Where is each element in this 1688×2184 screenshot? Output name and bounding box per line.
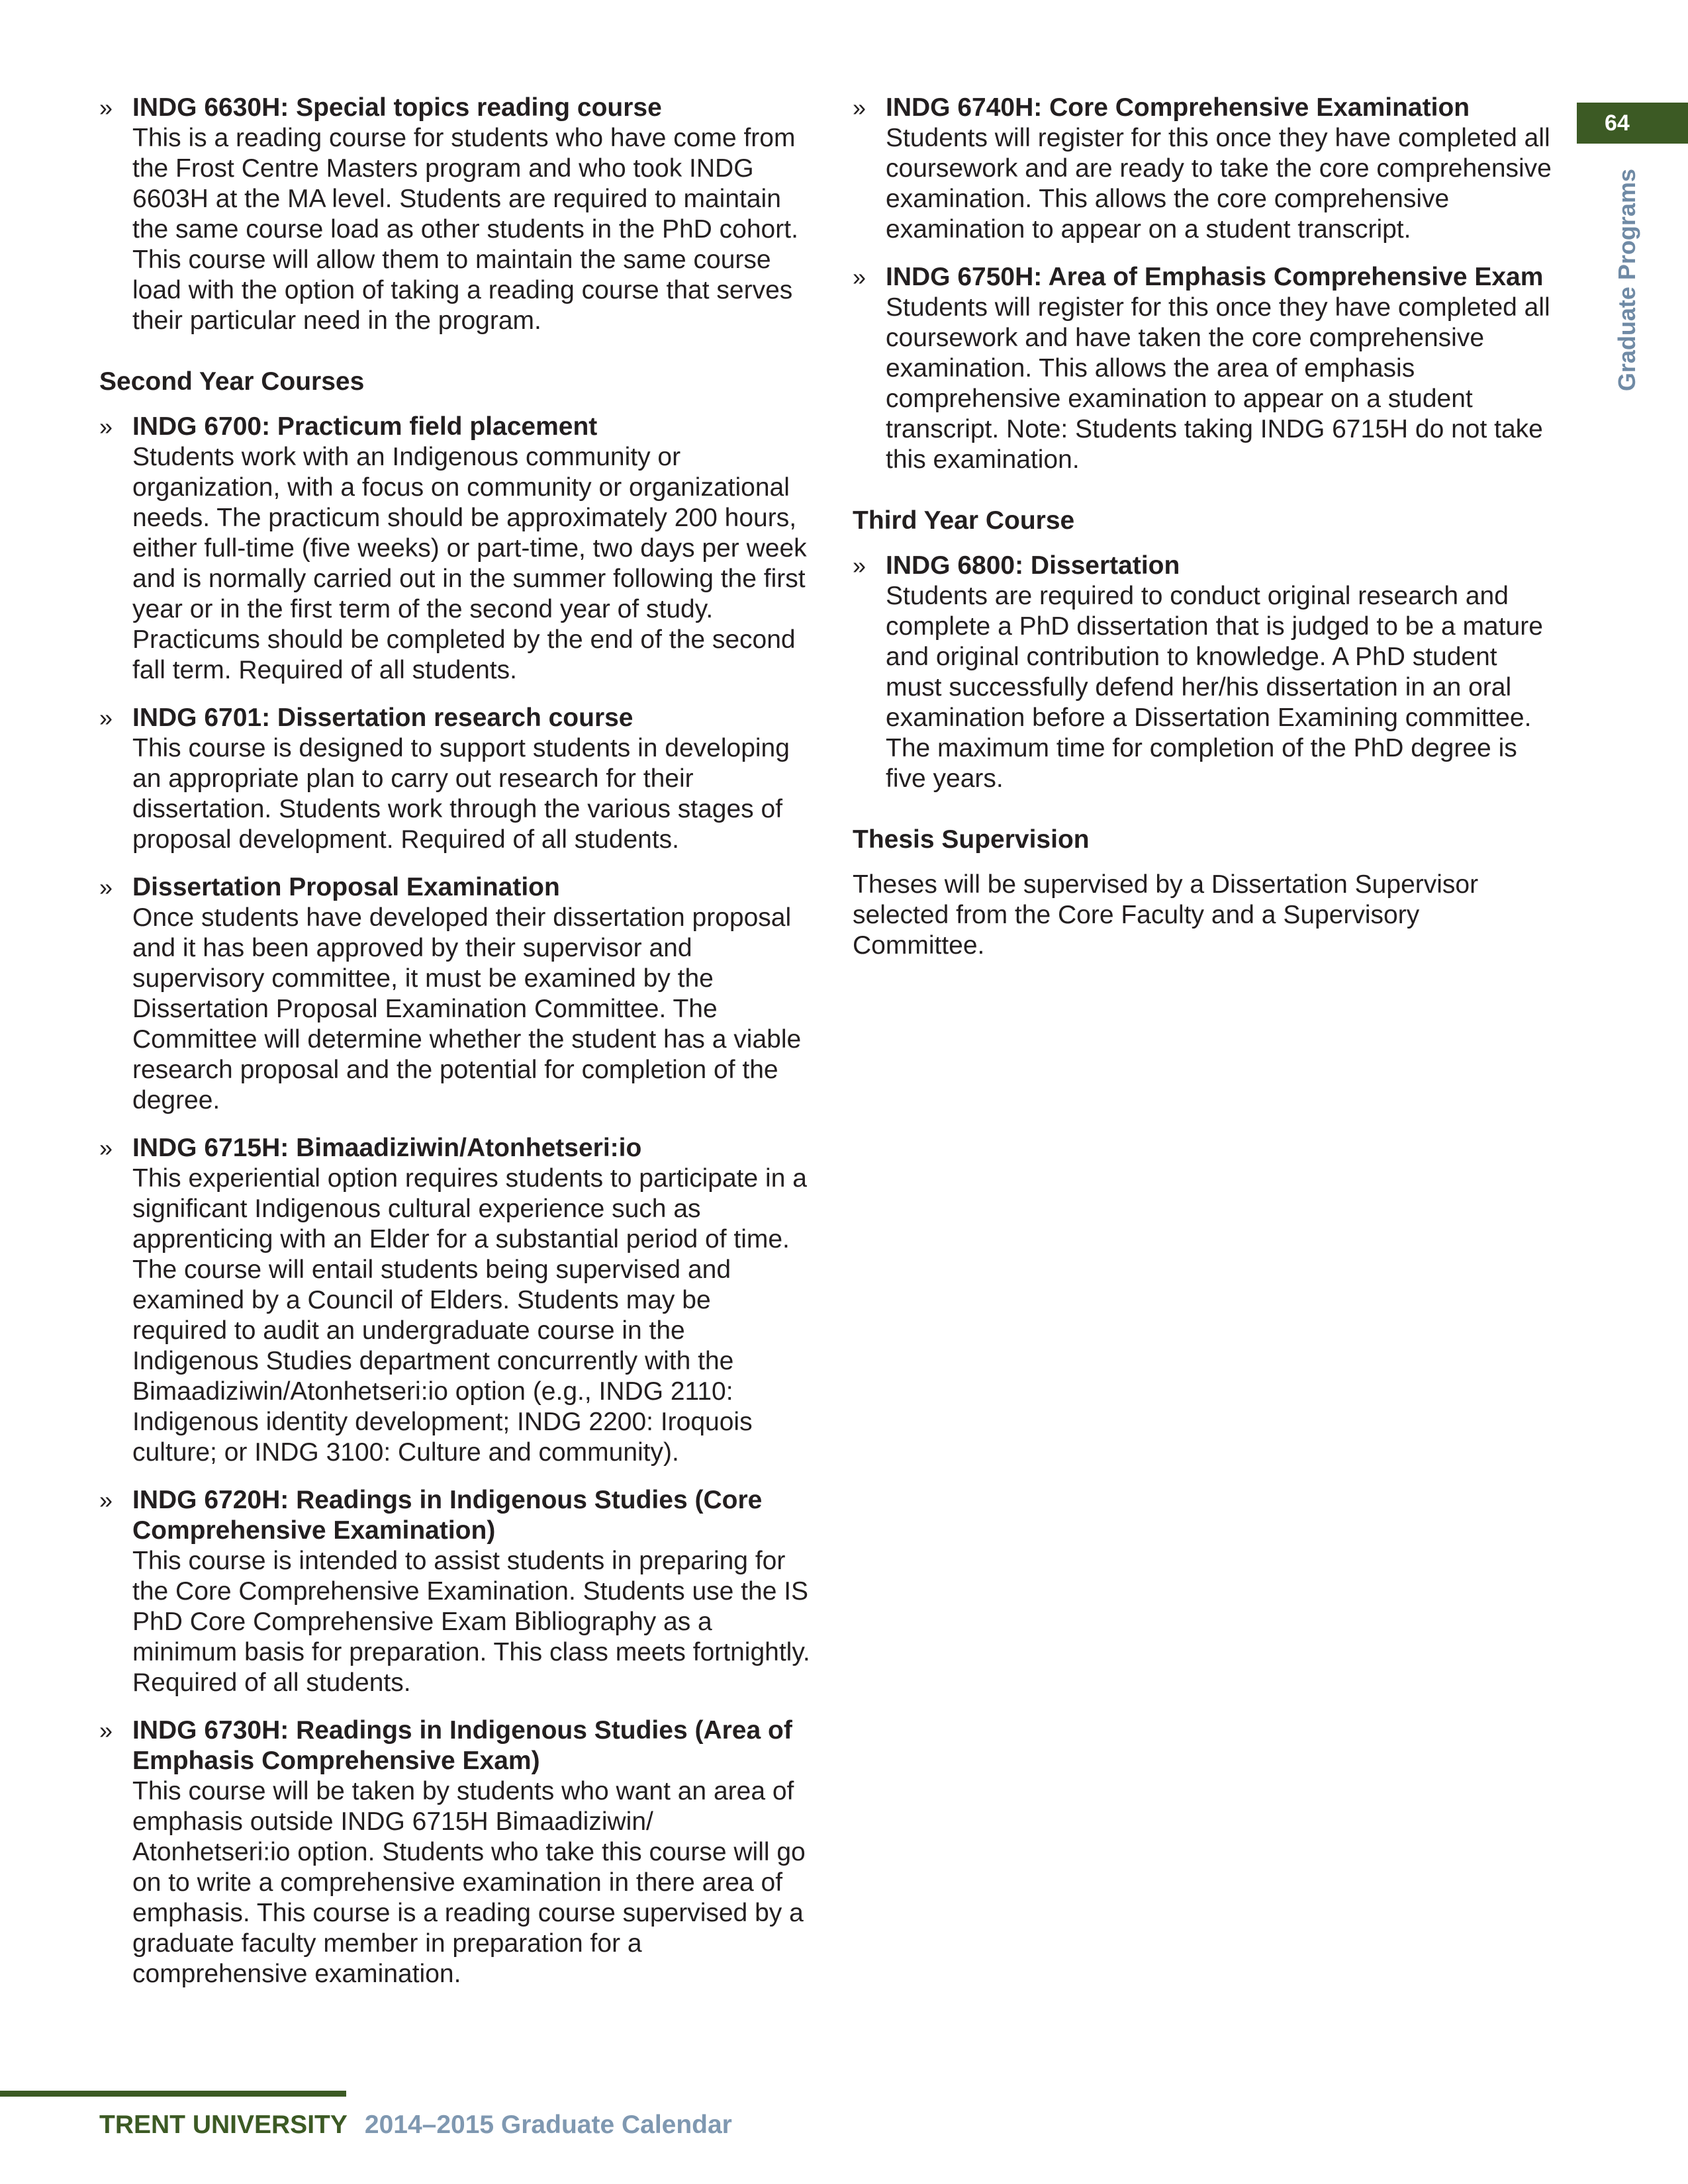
footer-rule — [0, 2091, 346, 2097]
course-description: Once students have developed their dissertation proposal and it has been approved by their supervisor and supervisory committee, it must be examined by the Dissertation Proposal Examination Committee. The Committee will determine whether the student has a viable research proposal and the potential for completion of the degree. — [132, 903, 802, 1115]
bullet-marker: » — [853, 552, 867, 579]
course-description: This experiential option requires students to participate in a significant Indigenous cultural experience such as apprenticing with an Elder for a substantial period of time. The course will entail students being supervised and examined by a Council of Elders. Students may be required to audit an undergraduate course in the Indigenous Studies department concurrently with the Bimaadiziwin/Atonhetseri:io option (e.g., INDG 2110: Indigenous identity development; INDG 2200: Iroquois culture; or INDG 3100: Culture and community). — [132, 1164, 807, 1467]
left-column — [99, 93, 811, 2007]
course-item-indg-6630h — [99, 93, 811, 336]
bullet-marker: » — [99, 704, 113, 731]
course-item-indg-6701 — [99, 703, 811, 855]
course-title: Dissertation Proposal Examination — [132, 873, 560, 901]
course-description: This course will be taken by students who want an area of emphasis outside INDG 6715H Bimaadiziwin/ Atonhetseri:io option. Students who take this course will go on to write a comprehensive examination in there area of emphasis. This course is a reading course supervised by a graduate faculty member in preparation for a comprehensive examination. — [132, 1777, 806, 1988]
bullet-marker: » — [99, 413, 113, 440]
course-title: INDG 6701: Dissertation research course — [132, 704, 633, 732]
footer — [99, 2110, 732, 2140]
course-title: INDG 6740H: Core Comprehensive Examination — [886, 93, 1470, 122]
bullet-marker: » — [99, 874, 113, 901]
course-title: INDG 6750H: Area of Emphasis Comprehensive Exam — [886, 263, 1544, 291]
course-description: Students will register for this once they have completed all coursework and are ready to take the core comprehensive examination. This allows the core comprehensive examination to appear on a student transcript. — [886, 124, 1552, 244]
course-title: INDG 6700: Practicum field placement — [132, 412, 598, 441]
bullet-marker: » — [99, 94, 113, 121]
course-description: This is a reading course for students who have come from the Frost Centre Masters program and who took INDG 6603H at the MA level. Students are required to maintain the same course load as other students in the PhD cohort. This course will allow them to maintain the same course load with the option of taking a reading course that serves their particular need in the program. — [132, 124, 798, 335]
course-item-indg-6730h — [99, 1715, 811, 1989]
course-item-indg-6740h — [853, 93, 1558, 245]
course-description: Students work with an Indigenous community or organization, with a focus on community or organizational needs. The practicum should be approximately 200 hours, either full-time (five weeks) or part-time, two days per week and is normally carried out in the summer following the first year or in the first term of the second year of study. Practicums should be completed by the end of the second fall term. Required of all students. — [132, 443, 807, 684]
course-item-indg-6800 — [853, 551, 1558, 794]
course-title: INDG 6800: Dissertation — [886, 551, 1180, 580]
course-title: INDG 6730H: Readings in Indigenous Studies (Area of Emphasis Comprehensive Exam) — [132, 1716, 792, 1775]
bullet-marker: » — [99, 1717, 113, 1744]
course-item-dissertation-proposal — [99, 872, 811, 1116]
section-heading-thesis-supervision: Thesis Supervision — [853, 825, 1090, 854]
bullet-marker: » — [853, 94, 867, 121]
page-number-tab — [1577, 103, 1688, 144]
thesis-supervision-text: Theses will be supervised by a Dissertation Supervisor selected from the Core Faculty and a Supervisory Committee. — [853, 870, 1479, 960]
course-item-indg-6700 — [99, 412, 811, 686]
course-title: INDG 6720H: Readings in Indigenous Studies (Core Comprehensive Examination) — [132, 1486, 763, 1545]
bullet-marker: » — [99, 1134, 113, 1161]
course-description: This course is intended to assist students in preparing for the Core Comprehensive Examination. Students use the IS PhD Core Comprehensive Exam Bibliography as a minimum basis for preparation. This class meets fortnightly. Required of all students. — [132, 1547, 810, 1697]
right-column — [853, 93, 1558, 961]
course-item-indg-6750h — [853, 262, 1558, 475]
course-title: INDG 6715H: Bimaadiziwin/Atonhetseri:io — [132, 1134, 642, 1162]
course-description: Students are required to conduct original research and complete a PhD dissertation that is judged to be a mature and original contribution to knowledge. A PhD student must successfully defend her/his dissertation in an oral examination before a Dissertation Examining committee. The maximum time for completion of the PhD degree is five years. — [886, 582, 1543, 793]
footer-university: TRENT UNIVERSITY — [99, 2111, 348, 2139]
footer-calendar-title: 2014–2015 Graduate Calendar — [364, 2111, 732, 2139]
bullet-marker: » — [99, 1486, 113, 1514]
course-title: INDG 6630H: Special topics reading course — [132, 93, 662, 122]
course-item-indg-6715h — [99, 1133, 811, 1468]
course-item-indg-6720h — [99, 1485, 811, 1698]
page-number: 64 — [1605, 111, 1630, 136]
bullet-marker: » — [853, 263, 867, 291]
course-description: This course is designed to support students in developing an appropriate plan to carry out research for their dissertation. Students work through the various stages of proposal development. Required of all students. — [132, 734, 790, 854]
side-section-label-text: Graduate Programs — [1613, 169, 1640, 392]
course-description: Students will register for this once they have completed all coursework and have taken the core comprehensive examination. This allows the area of emphasis comprehensive examination to appear on a student transcript. Note: Students taking INDG 6715H do not take this examination. — [886, 293, 1550, 474]
section-heading-second-year: Second Year Courses — [99, 367, 365, 396]
section-heading-third-year: Third Year Course — [853, 506, 1075, 535]
